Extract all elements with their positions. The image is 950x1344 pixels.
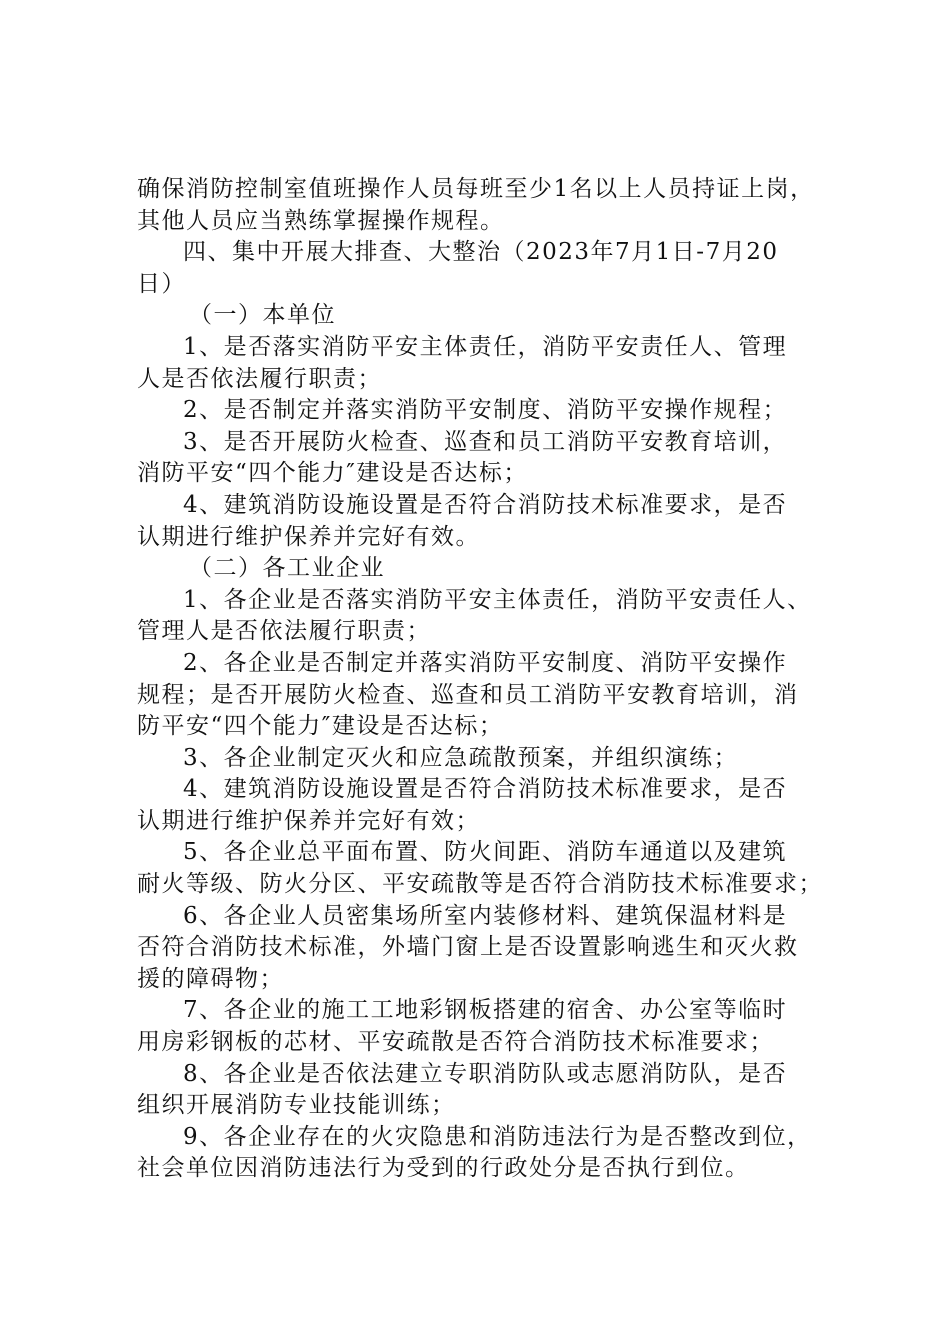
list-item-continued: 耐火等级、防火分区、平安疏散等是否符合消防技术标准要求； <box>137 871 823 898</box>
list-item: 9、各企业存在的火灾隐患和消防违法行为是否整改到位， <box>183 1123 812 1150</box>
list-item-continued: 否符合消防技术标准，外墙门窗上是否设置影响逃生和灭火救 <box>137 934 799 961</box>
section-heading-continued: 日） <box>137 270 186 297</box>
list-item-continued: 规程；是否开展防火检查、巡查和员工消防平安教育培训，消 <box>137 681 799 708</box>
subsection-heading: （二）各工业企业 <box>189 555 385 582</box>
list-item-continued: 援的障碍物； <box>137 965 284 992</box>
list-item: 4、建筑消防设施设置是否符合消防技术标准要求，是否 <box>183 776 788 803</box>
list-item: 4、建筑消防设施设置是否符合消防技术标准要求，是否 <box>183 491 788 518</box>
list-item: 8、各企业是否依法建立专职消防队或志愿消防队，是否 <box>183 1060 788 1087</box>
list-item: 2、各企业是否制定并落实消防平安制度、消防平安操作 <box>183 649 788 676</box>
list-item: 7、各企业的施工工地彩钢板搭建的宿舍、办公室等临时 <box>183 997 788 1024</box>
list-item: 1、是否落实消防平安主体责任，消防平安责任人、管理 <box>183 333 788 360</box>
list-item-continued: 人是否依法履行职责； <box>137 365 382 392</box>
list-item: 2、是否制定并落实消防平安制度、消防平安操作规程； <box>183 397 788 424</box>
paragraph-line: 确保消防控制室值班操作人员每班至少1名以上人员持证上岗， <box>137 176 815 202</box>
section-heading: 四、集中开展大排查、大整治（2023年7月1日-7月20 <box>183 239 779 266</box>
list-item: 3、各企业制定灭火和应急疏散预案，并组织演练； <box>183 744 739 771</box>
list-item-continued: 管理人是否依法履行职责； <box>137 618 431 645</box>
list-item: 1、各企业是否落实消防平安主体责任，消防平安责任人、 <box>183 586 812 613</box>
paragraph-line: 其他人员应当熟练掌握操作规程。 <box>137 207 505 234</box>
list-item: 3、是否开展防火检查、巡查和员工消防平安教育培训， <box>183 428 788 455</box>
list-item-continued: 防平安“四个能力″建设是否达标； <box>137 713 504 740</box>
list-item-continued: 认期进行维护保养并完好有效； <box>137 807 480 834</box>
list-item-continued: 消防平安“四个能力″建设是否达标； <box>137 460 528 487</box>
list-item-continued: 用房彩钢板的芯材、平安疏散是否符合消防技术标准要求； <box>137 1029 774 1056</box>
list-item-continued: 认期进行维护保养并完好有效。 <box>137 523 480 550</box>
document-body <box>137 174 827 1185</box>
list-item-continued: 社会单位因消防违法行为受到的行政处分是否执行到位。 <box>137 1155 750 1182</box>
subsection-heading: （一）本单位 <box>189 302 336 329</box>
list-item: 6、各企业人员密集场所室内装修材料、建筑保温材料是 <box>183 902 788 929</box>
list-item-continued: 组织开展消防专业技能训练； <box>137 1092 456 1119</box>
list-item: 5、各企业总平面布置、防火间距、消防车通道以及建筑 <box>183 839 788 866</box>
